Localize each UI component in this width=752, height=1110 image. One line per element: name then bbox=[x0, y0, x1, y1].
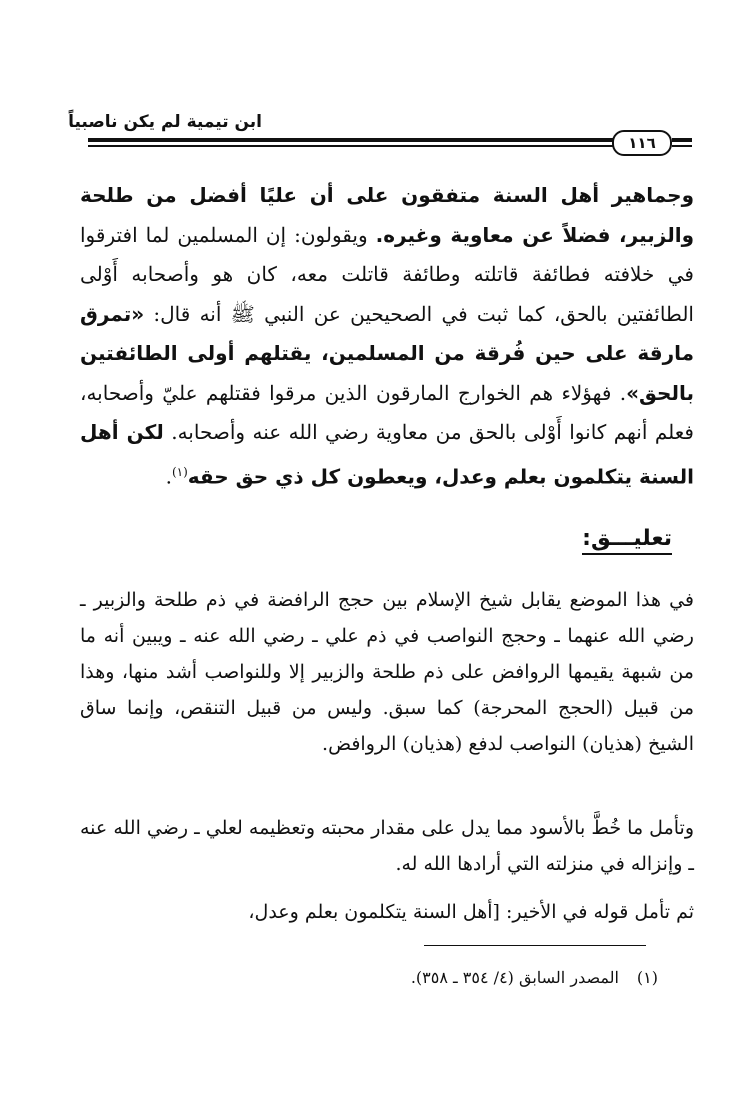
footnote bbox=[411, 968, 658, 987]
main-bold-1: وجماهير أهل السنة متفقون على أن عليًا أفضل من طلحة والزبير، فضلاً عن معاوية وغيره. bbox=[80, 183, 694, 247]
running-title: ابن تيمية لم يكن ناصبياً bbox=[68, 112, 262, 132]
comment-heading: تعليـــق: bbox=[582, 526, 672, 555]
footnote-number: (١) bbox=[636, 968, 658, 987]
page-number: ١١٦ bbox=[612, 130, 672, 156]
header-rule-right bbox=[672, 138, 692, 142]
comment-paragraph-3: ثم تأمل قوله في الأخير: [أهل السنة يتكلمون بعلم وعدل، bbox=[248, 901, 694, 923]
header-rule-thin bbox=[88, 145, 624, 147]
main-bold-2: لكن أهل السنة يتكلمون بعلم وعدل، ويعطون كل ذي حق حقه bbox=[80, 420, 694, 489]
header-rule bbox=[88, 138, 624, 142]
main-paragraph bbox=[80, 176, 694, 497]
main-end: . bbox=[165, 464, 172, 489]
footnote-text: المصدر السابق (٤/ ٣٥٤ ـ ٣٥٨). bbox=[410, 968, 619, 987]
main-plain-1: ويقولون: إن المسلمين لما افترقوا في خلافته فطائفة قاتلته وطائفة قاتلت معه، كان هو وأصحابه أَوْلى الطائفتين بالحق، كما ثبت في الصحيحين عن النبي ﷺ أنه قال: bbox=[80, 222, 694, 326]
footnote-separator bbox=[424, 945, 646, 946]
hadith-quote: «تمرق مارقة على حين فُرقة من المسلمين، يقتلهم أولى الطائفتين بالحق» bbox=[80, 301, 694, 405]
comment-paragraph-1: في هذا الموضع يقابل شيخ الإسلام بين حجج الرافضة في ذم طلحة والزبير ـ رضي الله عنهما ـ وحجج النواصب في ذم علي ـ رضي الله عنه ـ ويبين أنه ما من شبهة يقيمها الروافض على ذم طلحة والزبير إلا وللنواصب أشد منها، وهذا من قبيل (الحجج المحرجة) كما سبق. وليس من قبيل التنقص، وإنما ساق الشيخ (هذيان) النواصب لدفع (هذيان) الروافض. bbox=[80, 589, 694, 755]
header-rule-right-thin bbox=[672, 145, 692, 147]
footnote-ref[interactable]: (١) bbox=[171, 464, 188, 479]
comment-paragraph-2: وتأمل ما خُطَّ بالأسود مما يدل على مقدار محبته وتعظيمه لعلي ـ رضي الله عنه ـ وإنزاله في منزلته التي أرادها الله له. bbox=[80, 817, 694, 875]
main-plain-2: . فهؤلاء هم الخوارج المارقون الذين مرقوا فقتلهم عليّ وأصحابه، فعلم أنهم كانوا أَوْلى بالحق من معاوية رضي الله عنه وأصحابه. bbox=[80, 380, 694, 444]
